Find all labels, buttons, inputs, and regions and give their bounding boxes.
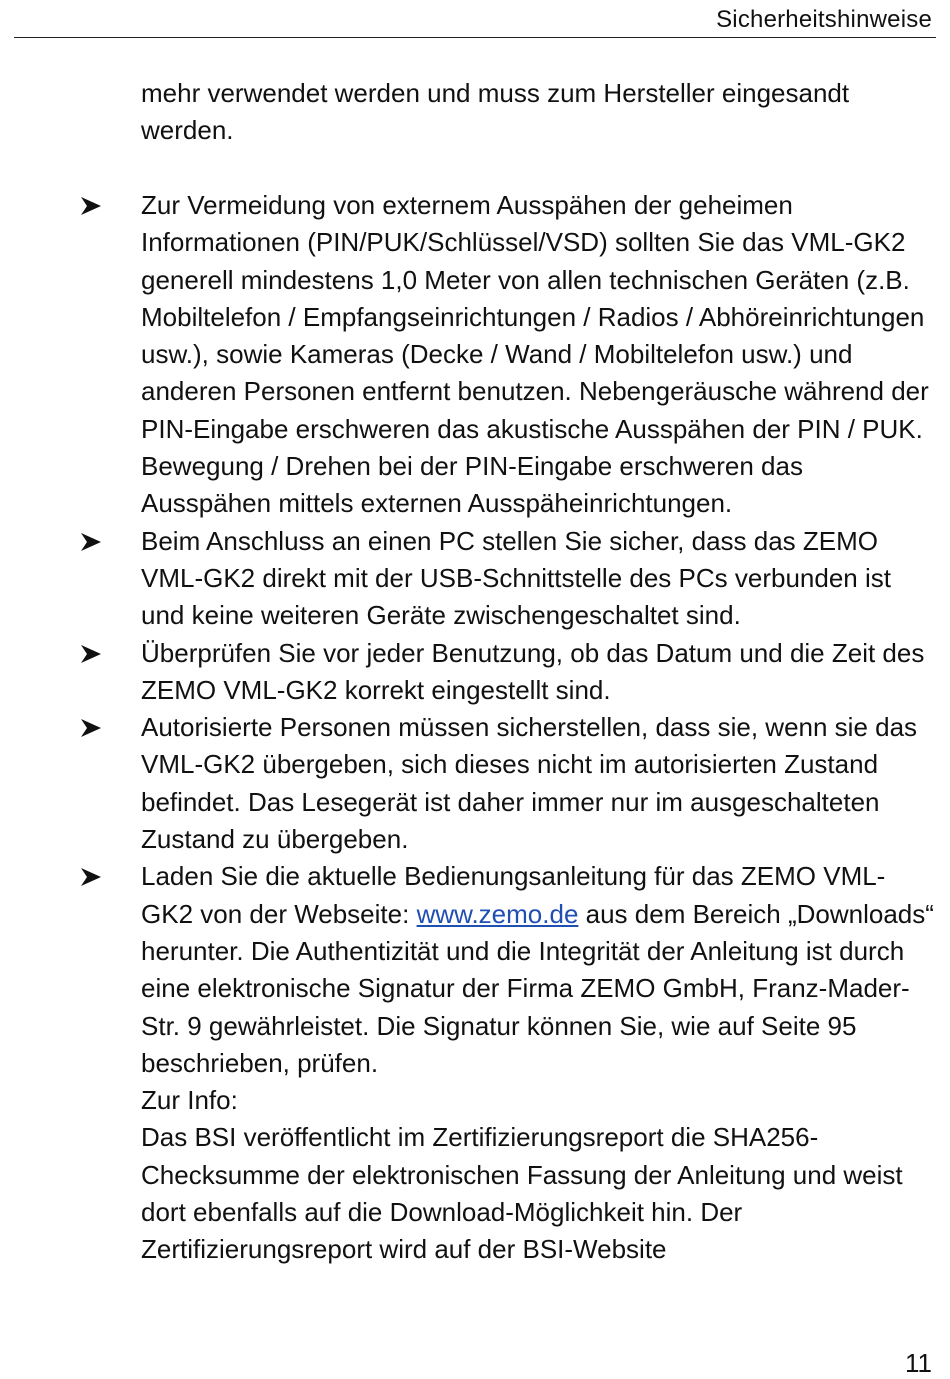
arrowhead-bullet-icon bbox=[80, 718, 102, 738]
arrowhead-bullet-icon bbox=[80, 196, 102, 216]
header-rule bbox=[14, 37, 936, 38]
arrowhead-bullet-icon bbox=[80, 644, 102, 664]
bullet-item-authorized-handover bbox=[0, 709, 950, 858]
page-number: 11 bbox=[905, 1348, 932, 1378]
bullet-item-external-spying bbox=[0, 187, 950, 523]
bullet-text-before-link: Laden Sie die aktuelle Bedienungsanleitung für das ZEMO VML-GK2 von der Webseite: bbox=[141, 861, 886, 929]
safety-bullet-list bbox=[0, 187, 950, 1269]
info-label: Zur Info: bbox=[141, 1085, 238, 1116]
bullet-text: Überprüfen Sie vor jeder Benutzung, ob das Datum und die Zeit des ZEMO VML-GK2 korrekt eingestellt sind. bbox=[141, 637, 925, 705]
bullet-text: Autorisierte Personen müssen sicherstellen, dass sie, wenn sie das VML-GK2 übergeben, sich dieses nicht im autorisierten Zustand befindet. Das Lesegerät ist daher immer nur im ausgeschalteten Zustand zu übergeben. bbox=[141, 712, 918, 855]
bullet-item-download-manual bbox=[0, 858, 950, 1268]
continuation-paragraph: mehr verwendet werden und muss zum Hersteller eingesandt werden. bbox=[141, 78, 850, 146]
running-header-title: Sicherheitshinweise bbox=[716, 6, 932, 33]
bullet-text-after-link: aus dem Bereich „Downloads“ herunter. Die Authentizität und die Integrität der Anleitung ist durch eine elektronische Signatur der Firma ZEMO GmbH, Franz-Mader-Str. 9 gewährleistet. Die Signatur können Sie, wie auf Seite 95 beschrieben, prüfen. bbox=[141, 898, 934, 1078]
bullet-text: Zur Vermeidung von externem Ausspähen der geheimen Informationen (PIN/PUK/Schlüssel/VSD) sollten Sie das VML-GK2 generell mindestens 1,0 Meter von allen technischen Geräten (z.B. Mobiltelefon / Empfangseinrichtungen / Radios / Abhöreinrichtungen usw.), sowie Kameras (Decke / Wand / Mobiltelefon usw.) und anderen Personen entfernt benutzen. Nebengeräusche während der PIN-Eingabe erschweren das akustische Ausspähen der PIN / PUK. Bewegung / Drehen bei der PIN-Eingabe erschweren das Ausspähen mittels externen Ausspäheinrichtungen. bbox=[141, 190, 929, 519]
bullet-item-date-time-check bbox=[0, 635, 950, 710]
arrowhead-bullet-icon bbox=[80, 867, 102, 887]
bullet-item-pc-connection bbox=[0, 523, 950, 635]
zemo-website-link[interactable]: www.zemo.de bbox=[416, 898, 579, 929]
bullet-text bbox=[141, 858, 934, 1082]
bullet-text: Beim Anschluss an einen PC stellen Sie sicher, dass das ZEMO VML-GK2 direkt mit der USB-Schnittstelle des PCs verbunden ist und keine weiteren Geräte zwischengeschaltet sind. bbox=[141, 525, 891, 631]
info-text: Das BSI veröffentlicht im Zertifizierungsreport die SHA256-Checksumme der elektronischen Fassung der Anleitung und weist dort ebenfalls auf die Download-Möglichkeit hin. Der Zertifizierungsreport wird auf der BSI-Website bbox=[141, 1122, 903, 1265]
arrowhead-bullet-icon bbox=[80, 532, 102, 552]
